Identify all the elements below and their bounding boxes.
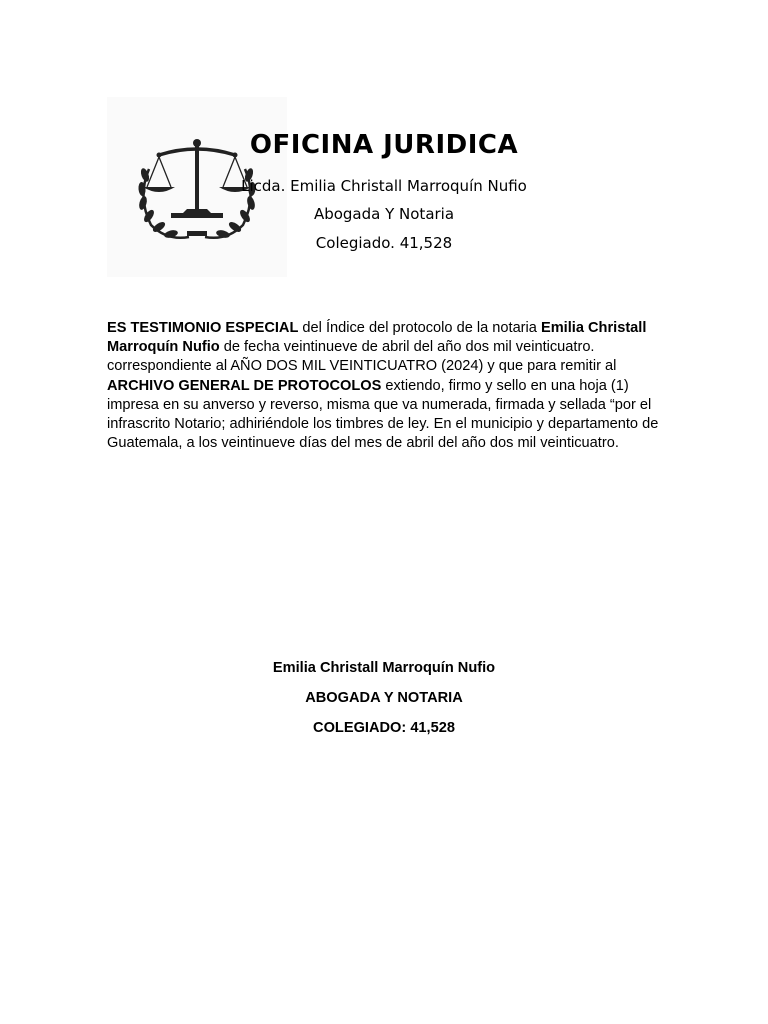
collegiate-number: Colegiado. 41,528 <box>315 234 453 252</box>
signature-collegiate: COLEGIADO: 41,528 <box>313 720 455 736</box>
signature-name: Emilia Christall Marroquín Nufio <box>272 660 496 676</box>
testimony-heading: ES TESTIMONIO ESPECIAL <box>107 320 299 336</box>
notary-name-inline: Emilia Christall Marroquín Nufio <box>107 320 647 356</box>
paragraph-text: de fecha veintinueve de abril del año dos mil veinticuatro. correspondiente al AÑO DOS MIL VEINTICUATRO (2024) y que para remitir al <box>107 339 617 375</box>
signature-role: ABOGADA Y NOTARIA <box>305 690 463 706</box>
archive-name: ARCHIVO GENERAL DE PROTOCOLOS <box>107 377 382 394</box>
paragraph-text: extiendo, firmo y sello en una hoja (1) impresa en su anverso y reverso, misma que va numerada, firmada y sellada “por el infrascrito Notario; adhiriéndole los timbres de ley. En el municipio y departamento de Guatemala, a los veintinueve días del mes de abril del año dos mil veinticuatro. <box>107 377 659 452</box>
attorney-role: Abogada Y Notaria <box>313 205 455 223</box>
paragraph-text: del Índice del protocolo de la notaria <box>298 320 541 336</box>
office-title: OFICINA JURIDICA <box>249 130 519 160</box>
testimony-paragraph <box>107 319 663 453</box>
attorney-name: Licda. Emilia Christall Marroquín Nufio <box>241 177 527 195</box>
